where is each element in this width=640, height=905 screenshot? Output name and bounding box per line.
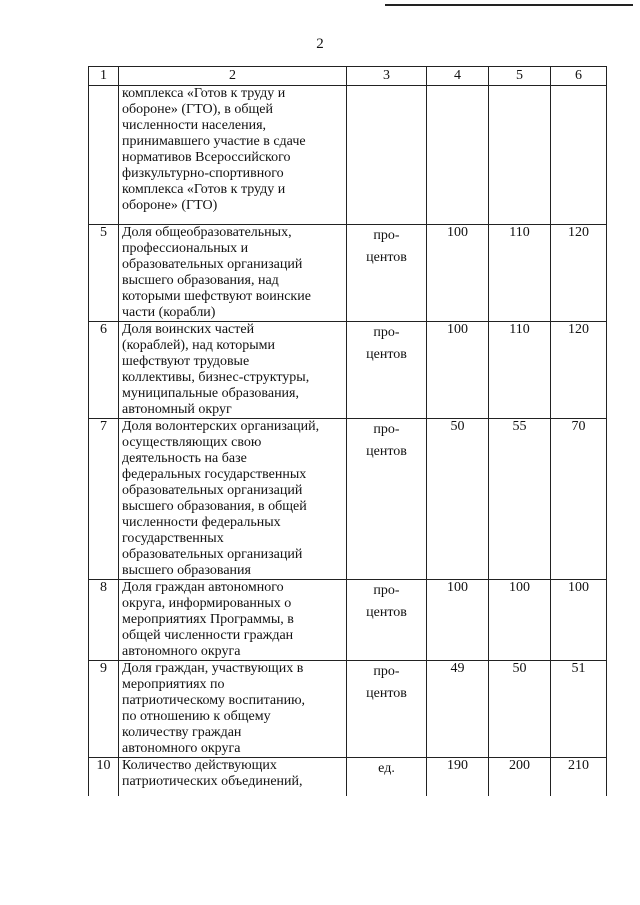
table-row [89,322,607,419]
value-col-4: 100 [427,225,489,322]
table-row [89,225,607,322]
table-row [89,661,607,758]
value-col-5: 110 [489,322,551,419]
indicator-name: комплекса «Готов к труду и обороне» (ГТО), в общей численности населения, принимавшего участие в сдаче нормативов Всероссийского физкультурно-спортивного комплекса «Готов к труду и обороне» (ГТО) [119,86,347,225]
value-col-5: 200 [489,758,551,797]
row-number: 7 [89,419,119,580]
value-col-4: 190 [427,758,489,797]
unit: про- центов [347,419,427,580]
value-col-5: 110 [489,225,551,322]
table-row [89,758,607,797]
row-number: 10 [89,758,119,797]
indicators-table [88,66,607,796]
unit: про- центов [347,225,427,322]
table-row [89,580,607,661]
value-col-4: 49 [427,661,489,758]
indicator-name: Доля волонтерских организаций, осуществляющих свою деятельность на базе федеральных государственных образовательных организаций высшего образования, в общей численности федеральных государственных образовательных организаций высшего образования [119,419,347,580]
value-col-6: 120 [551,225,607,322]
value-col-5: 50 [489,661,551,758]
value-col-6: 100 [551,580,607,661]
top-rule [385,4,633,6]
unit: ед. [347,758,427,797]
row-number: 8 [89,580,119,661]
header-cell-3: 3 [347,67,427,86]
row-number: 6 [89,322,119,419]
value-col-6: 51 [551,661,607,758]
indicator-name: Доля общеобразовательных, профессиональных и образовательных организаций высшего образования, над которыми шефствуют воинские части (корабли) [119,225,347,322]
unit: про- центов [347,580,427,661]
indicator-name: Доля граждан, участвующих в мероприятиях по патриотическому воспитанию, по отношению к общему количеству граждан автономного округа [119,661,347,758]
value-col-6 [551,86,607,225]
value-col-5: 55 [489,419,551,580]
header-cell-5: 5 [489,67,551,86]
value-col-5 [489,86,551,225]
indicator-name: Доля воинских частей (кораблей), над которыми шефствуют трудовые коллективы, бизнес-структуры, муниципальные образования, автономный округ [119,322,347,419]
row-number [89,86,119,225]
value-col-6: 120 [551,322,607,419]
indicator-name: Количество действующих патриотических объединений, [119,758,347,797]
table-header-row [89,67,607,86]
table-row [89,419,607,580]
unit: про- центов [347,322,427,419]
row-number: 9 [89,661,119,758]
unit: про- центов [347,661,427,758]
value-col-4 [427,86,489,225]
row-number: 5 [89,225,119,322]
header-cell-6: 6 [551,67,607,86]
value-col-4: 100 [427,580,489,661]
page-number: 2 [316,36,324,52]
header-cell-1: 1 [89,67,119,86]
value-col-4: 100 [427,322,489,419]
table-row [89,86,607,225]
header-cell-4: 4 [427,67,489,86]
value-col-4: 50 [427,419,489,580]
value-col-6: 70 [551,419,607,580]
header-cell-2: 2 [119,67,347,86]
unit [347,86,427,225]
value-col-5: 100 [489,580,551,661]
value-col-6: 210 [551,758,607,797]
indicator-name: Доля граждан автономного округа, информированных о мероприятиях Программы, в общей численности граждан автономного округа [119,580,347,661]
